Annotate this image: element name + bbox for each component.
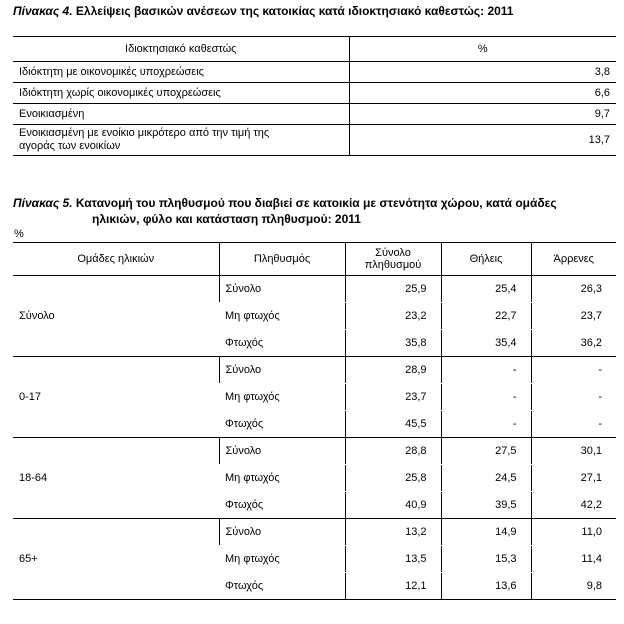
age-group-label: 18-64: [13, 438, 219, 519]
table5-header-total: [345, 243, 441, 276]
total-population-cell: 40,9: [345, 492, 441, 519]
table4: [13, 36, 616, 156]
age-group-label: Σύνολο: [13, 276, 219, 357]
male-cell: -: [531, 384, 616, 411]
population-status-cell: Μη φτωχός: [219, 546, 345, 573]
population-status-cell: Φτωχός: [219, 573, 345, 600]
population-status-cell: Σύνολο: [219, 357, 345, 384]
table4-header-status: Ιδιοκτησιακό καθεστώς: [13, 37, 349, 62]
female-cell: 22,7: [441, 303, 531, 330]
table-row: [13, 104, 616, 125]
female-cell: -: [441, 357, 531, 384]
table4-row-value: 9,7: [349, 104, 616, 125]
population-status-cell: Σύνολο: [219, 519, 345, 546]
table-row: [13, 62, 616, 83]
table5-header-female: Θήλεις: [441, 243, 531, 276]
male-cell: 11,4: [531, 546, 616, 573]
table5-title-label: Πίνακας 5.: [13, 196, 73, 210]
female-cell: 15,3: [441, 546, 531, 573]
table-row: [13, 276, 616, 303]
male-cell: 23,7: [531, 303, 616, 330]
table4-header-percent: %: [349, 37, 616, 62]
total-population-cell: 25,9: [345, 276, 441, 303]
table4-row-label-line1: Ενοικιασμένη με ενοίκιο μικρότερο από την τιμή της: [19, 127, 270, 139]
total-population-cell: 13,2: [345, 519, 441, 546]
male-cell: 11,0: [531, 519, 616, 546]
total-population-cell: 13,5: [345, 546, 441, 573]
total-population-cell: 28,9: [345, 357, 441, 384]
table5-header-population: Πληθυσμός: [219, 243, 345, 276]
table4-row-label: Ιδιόκτητη χωρίς οικονομικές υποχρεώσεις: [13, 83, 349, 104]
female-cell: -: [441, 411, 531, 438]
female-cell: 27,5: [441, 438, 531, 465]
table-row: [13, 519, 616, 546]
table5-header-total-line1: Σύνολο: [375, 247, 411, 259]
table4-row-label: Ιδιόκτητη με οικονομικές υποχρεώσεις: [13, 62, 349, 83]
table4-row-label: [13, 125, 349, 156]
male-cell: 36,2: [531, 330, 616, 357]
table4-row-value: 3,8: [349, 62, 616, 83]
population-status-cell: Φτωχός: [219, 492, 345, 519]
total-population-cell: 25,8: [345, 465, 441, 492]
total-population-cell: 35,8: [345, 330, 441, 357]
table5-title-line2: ηλικιών, φύλο και κατάσταση πληθυσμού: 2011: [92, 212, 361, 226]
population-status-cell: Φτωχός: [219, 411, 345, 438]
male-cell: 9,8: [531, 573, 616, 600]
total-population-cell: 45,5: [345, 411, 441, 438]
female-cell: 35,4: [441, 330, 531, 357]
table5-title: [13, 196, 557, 211]
male-cell: 26,3: [531, 276, 616, 303]
female-cell: -: [441, 384, 531, 411]
table4-row-label-line2: αγοράς των ενοικίων: [19, 140, 121, 152]
female-cell: 13,6: [441, 573, 531, 600]
population-status-cell: Σύνολο: [219, 438, 345, 465]
table5-header-male: Άρρενες: [531, 243, 616, 276]
table-row: [13, 83, 616, 104]
female-cell: 24,5: [441, 465, 531, 492]
table4-header-row: [13, 37, 616, 62]
female-cell: 14,9: [441, 519, 531, 546]
population-status-cell: Φτωχός: [219, 330, 345, 357]
male-cell: 42,2: [531, 492, 616, 519]
population-status-cell: Μη φτωχός: [219, 384, 345, 411]
female-cell: 39,5: [441, 492, 531, 519]
male-cell: 30,1: [531, 438, 616, 465]
age-group-label: 0-17: [13, 357, 219, 438]
male-cell: -: [531, 357, 616, 384]
population-status-cell: Σύνολο: [219, 276, 345, 303]
total-population-cell: 12,1: [345, 573, 441, 600]
table5-title-text: Κατανομή του πληθυσμού που διαβιεί σε κατοικία με στενότητα χώρου, κατά ομάδες: [72, 196, 557, 210]
table4-title-text: Ελλείψεις βασικών ανέσεων της κατοικίας κατά ιδιοκτησιακό καθεστώς: 2011: [72, 4, 514, 18]
table-row: [13, 438, 616, 465]
population-status-cell: Μη φτωχός: [219, 465, 345, 492]
table4-row-value: 6,6: [349, 83, 616, 104]
table4-row-label: Ενοικιασμένη: [13, 104, 349, 125]
table5: [13, 242, 616, 600]
table5-header-age: Ομάδες ηλικιών: [13, 243, 219, 276]
total-population-cell: 23,2: [345, 303, 441, 330]
age-group-label: 65+: [13, 519, 219, 600]
population-status-cell: Μη φτωχός: [219, 303, 345, 330]
total-population-cell: 28,8: [345, 438, 441, 465]
table4-row-value: 13,7: [349, 125, 616, 156]
table5-header-total-line2: πληθυσμού: [364, 259, 422, 271]
table-row: [13, 125, 616, 156]
male-cell: -: [531, 411, 616, 438]
total-population-cell: 23,7: [345, 384, 441, 411]
table5-unit: %: [14, 228, 24, 240]
table4-title: [13, 4, 513, 19]
table5-body: [13, 276, 616, 600]
table5-header-row: [13, 243, 616, 276]
female-cell: 25,4: [441, 276, 531, 303]
male-cell: 27,1: [531, 465, 616, 492]
table-row: [13, 357, 616, 384]
table4-title-label: Πίνακας 4.: [13, 4, 73, 18]
